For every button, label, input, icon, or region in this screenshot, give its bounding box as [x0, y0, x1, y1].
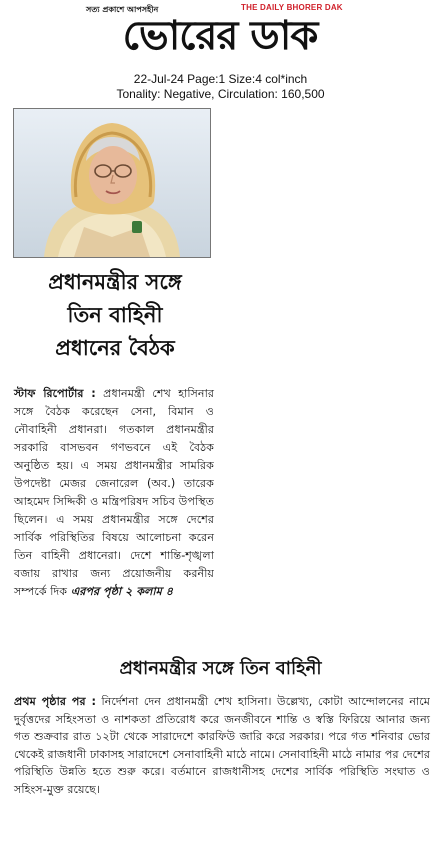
continuation-headline: প্রধানমন্ত্রীর সঙ্গে তিন বাহিনী: [119, 658, 322, 679]
portrait-image: [14, 109, 210, 257]
article-body: [14, 385, 214, 601]
masthead-tagline: সত্য প্রকাশে আপসহীন: [86, 5, 159, 14]
article-body-text: প্রধানমন্ত্রী শেখ হাসিনার সঙ্গে বৈঠক করেছেন সেনা, বিমান ও নৌবাহিনী প্রধানরা। গতকাল প্রধানমন্ত্রীর সরকারি বাসভবন গণভবনে এই বৈঠক অনুষ্ঠিত হয়। এ সময় প্রধানমন্ত্রীর সামরিক উপদেষ্টা মেজর জেনারেল (অব.) তারেক আহমেদ সিদ্দিকী ও মন্ত্রিপরিষদ সচিব উপস্থিত ছিলেন। এ সময় প্রধানমন্ত্রীর সঙ্গে দেশের সার্বিক পরিস্থিতির বিষয়ে আলোচনা করেন তিন বাহিনী প্রধানেরা। দেশে শান্তি-শৃঙ্খলা বজায় রাখার জন্য প্রয়োজনীয় করনীয় সম্পর্কে দিক: [14, 387, 214, 598]
clipping-meta-date-page: 22-Jul-24 Page:1 Size:4 col*inch: [133, 72, 308, 86]
continuation-body-text: নির্দেশনা দেন প্রধানমন্ত্রী শেখ হাসিনা। উল্লেখ্য, কোটা আন্দোলনের নামে দুর্বৃত্তদের সহিংসতা ও নাশকতা প্রতিরোধ করে জনজীবনে শান্তি ও স্বস্তি ফিরিয়ে আনার জন্য গত শুক্রবার রাত ১২টা থেকে সারাদেশে কারফিউ জারি করে সরকার। পরে গত শনিবার ভোর থেকেই রাজধানী ঢাকাসহ সারাদেশে সেনাবাহিনী মাঠে নামে। সেনাবাহিনী মাঠে নামার পর দেশের পরিস্থিতি উন্নতি হতে শুরু করে। বর্তমানে রাজধানীসহ দেশের সার্বিক পরিস্থিতি সংঘাত ও সহিংস-মুক্ত রয়েছে।: [14, 695, 431, 796]
article-photo: [13, 108, 211, 258]
continued-note: এরপর পৃষ্ঠা ২ কলাম ৪: [70, 585, 173, 598]
continuation-body: [14, 693, 430, 798]
continuation-lead: প্রথম পৃষ্ঠার পর :: [14, 695, 96, 708]
newspaper-logo: ভোরের ডাক: [122, 13, 318, 59]
article-byline: স্টাফ রিপোর্টার :: [14, 387, 96, 400]
headline-line-2: তিন বাহিনী: [67, 303, 163, 327]
masthead: [0, 0, 441, 70]
masthead-english-name: THE DAILY BHORER DAK: [241, 3, 343, 12]
headline-line-3: প্রধানের বৈঠক: [55, 336, 175, 360]
headline-line-1: প্রধানমন্ত্রীর সঙ্গে: [48, 270, 182, 294]
article-headline: [10, 266, 220, 365]
clipping-meta-tonality: Tonality: Negative, Circulation: 160,500: [116, 87, 325, 101]
